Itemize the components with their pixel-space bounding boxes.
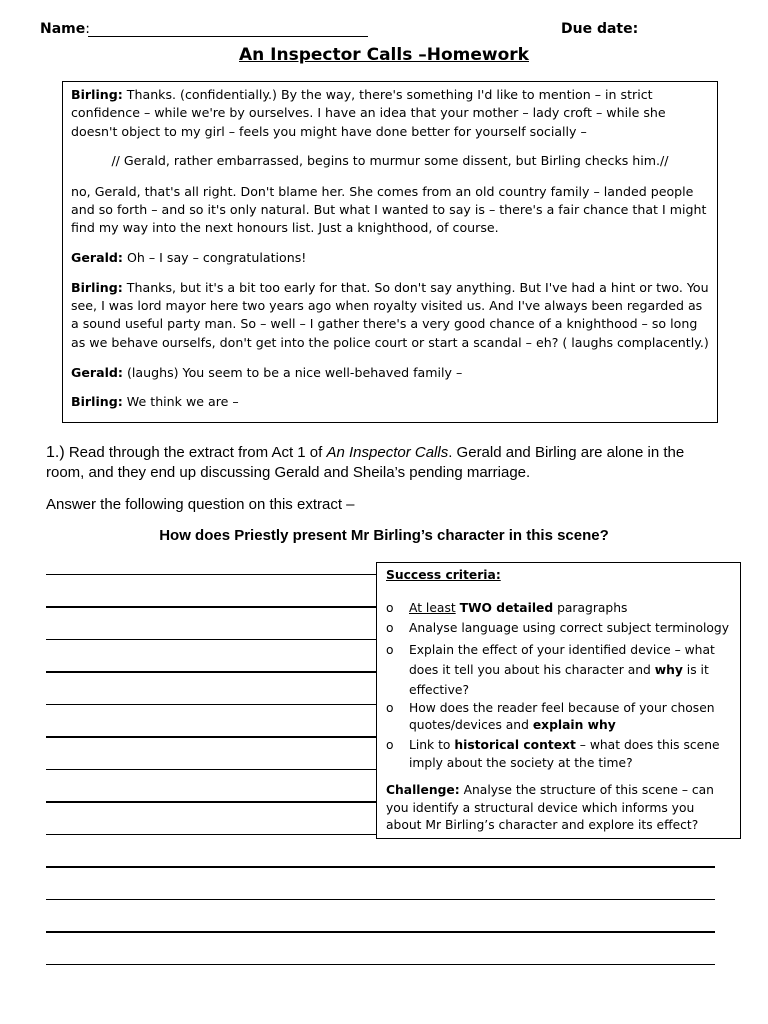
extract-line: Birling: We think we are – — [71, 394, 239, 410]
question-instruction: Answer the following question on this extract – — [46, 496, 355, 513]
extract-line: Gerald: Oh – I say – congratulations! — [71, 250, 307, 266]
name-label: Name: — [40, 21, 90, 37]
main-question: How does Priestly present Mr Birling’s character in this scene? — [159, 527, 609, 544]
speaker-name: Birling: — [71, 279, 123, 295]
name-field-line[interactable] — [88, 36, 368, 37]
stage-direction: // Gerald, rather embarrassed, begins to murmur some dissent, but Birling checks him.// — [111, 153, 669, 169]
criteria-item: o At least TWO detailed paragraphs — [386, 600, 628, 615]
extract-line: Gerald: (laughs) You seem to be a nice well-behaved family – — [71, 364, 463, 380]
speaker-name: Birling: — [71, 394, 123, 410]
criteria-title: Success criteria: — [386, 568, 501, 582]
criteria-item: o Link to historical context – what does this scene imply about the society at the time? — [386, 738, 720, 770]
speaker-name: Gerald: — [71, 364, 123, 380]
criteria-item: o How does the reader feel because of your chosen quotes/devices and explain why — [386, 700, 715, 732]
extract-line: Birling: Thanks. (confidentially.) By the way, there's something I'd like to mention – in strict confidence – while we're by ourselves. I have an idea that your mother – lady croft – while she doesn't object to my girl – feels you might have done better for yourself socially – — [71, 87, 666, 139]
criteria-item: o Analyse language using correct subject terminology — [386, 620, 730, 635]
speaker-name: Gerald: — [71, 250, 123, 266]
due-date-label: Due date: — [561, 21, 639, 37]
question-intro: 1.) Read through the extract from Act 1 of An Inspector Calls. Gerald and Birling are alone in the room, and they end up discussing Gerald and Sheila’s pending marriage. — [46, 444, 685, 481]
criteria-item: o Explain the effect of your identified device – what does it tell you about his character and why is it effective? — [386, 642, 715, 697]
page-title: An Inspector Calls –Homework — [239, 45, 529, 65]
play-extract — [62, 81, 718, 423]
extract-line: Birling: Thanks, but it's a bit too early for that. So don't say anything. But I've had a hint or two. You see, I was lord mayor here two years ago when royalty visited us. And I've always been regarded as a sound useful party man. So – well – I gather there's a very good chance of a knighthood – so long as we behave ourselfs, don't get into the police court or start a scandal – eh? ( laughs complacently.) — [71, 279, 709, 350]
speaker-name: Birling: — [71, 87, 123, 102]
extract-line: no, Gerald, that's all right. Don't blame her. She comes from an old country family – landed people and so forth – and so it's only natural. But what I wanted to say is – there's a fair chance that I might find my way into the next honours list. Just a knighthood, of course. — [71, 183, 707, 236]
success-criteria-box — [376, 562, 741, 839]
challenge-text: Challenge: Analyse the structure of this scene – can you identify a structural device which informs you about Mr Birling’s character and explore its effect? — [386, 783, 714, 832]
